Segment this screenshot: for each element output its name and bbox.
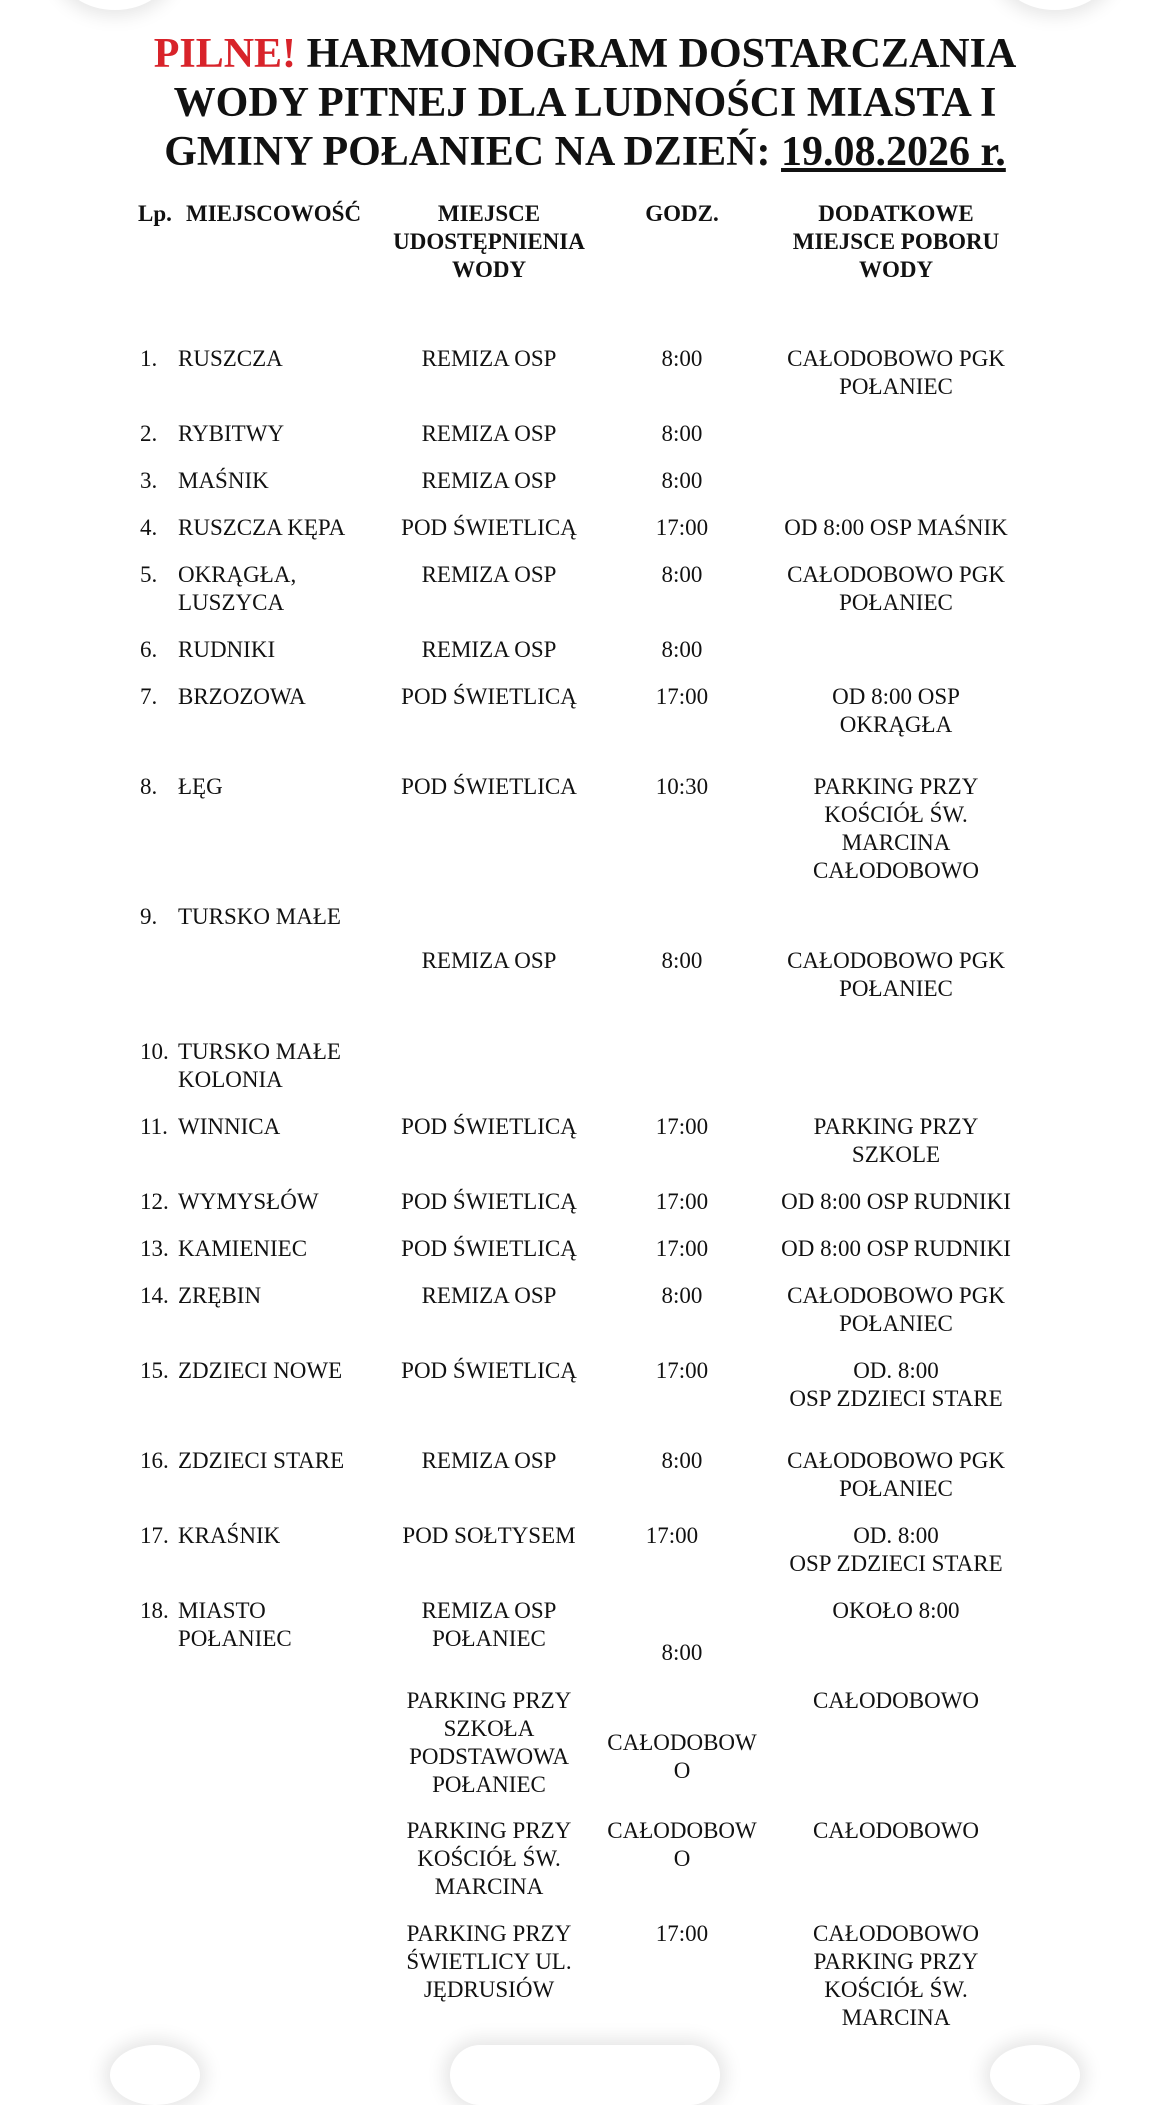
water-point: PARKING PRZY KOŚCIÓŁ ŚW. MARCINA	[406, 1818, 572, 1899]
locality-name: ZRĘBIN	[178, 1283, 262, 1308]
row-number: 18.	[140, 1598, 169, 1623]
locality-name: TURSKO MAŁE	[178, 904, 341, 929]
row-number: 7.	[140, 684, 158, 709]
header-place: MIEJSCE UDOSTĘPNIENIA WODY	[393, 201, 585, 282]
additional-point: CAŁODOBOWO PGK POŁANIEC	[787, 1283, 1005, 1336]
locality-name: MAŚNIK	[178, 468, 269, 493]
delivery-hour: 8:00	[661, 468, 703, 493]
water-point: POD ŚWIETLICĄ	[401, 1114, 577, 1139]
urgent-label: PILNE!	[153, 31, 297, 77]
row-number: 8.	[140, 774, 158, 799]
water-point: POD SOŁTYSEM	[402, 1523, 576, 1548]
additional-point: OD 8:00 OSP RUDNIKI	[781, 1236, 1011, 1261]
locality-name: RUSZCZA	[178, 346, 283, 371]
additional-point: CAŁODOBOWO PGK POŁANIEC	[787, 346, 1005, 399]
locality-name: RUSZCZA KĘPA	[178, 515, 346, 540]
delivery-hour: 17:00	[655, 1921, 709, 1946]
delivery-hour: 8:00	[661, 637, 703, 662]
delivery-hour: 8:00	[661, 948, 703, 973]
delivery-hour: 10:30	[655, 774, 709, 799]
additional-point: CAŁODOBOWO	[812, 1818, 980, 1843]
water-point: PARKING PRZY SZKOŁA PODSTAWOWA POŁANIEC	[406, 1688, 572, 1797]
delivery-hour: 17:00	[655, 684, 709, 709]
additional-point: OD. 8:00 OSP ZDZIECI STARE	[789, 1523, 1003, 1576]
row-number: 12.	[140, 1189, 169, 1214]
delivery-hour: 8:00	[661, 562, 703, 587]
water-point: POD ŚWIETLICĄ	[401, 1358, 577, 1383]
locality-name: KAMIENIEC	[178, 1236, 308, 1261]
delivery-hour: 17:00	[655, 515, 709, 540]
delivery-hour: 8:00	[661, 421, 703, 446]
additional-point: CAŁODOBOWO PARKING PRZY KOŚCIÓŁ ŚW. MARCINA	[812, 1921, 980, 2030]
header-hour: GODZ.	[645, 201, 719, 226]
delivery-hour: 17:00	[655, 1189, 709, 1214]
row-number: 6.	[140, 637, 158, 662]
delivery-hour: 17:00	[655, 1358, 709, 1383]
delivery-hour: CAŁODOBOW O	[607, 1818, 757, 1871]
additional-point: CAŁODOBOWO PGK POŁANIEC	[787, 1448, 1005, 1501]
header-extra: DODATKOWE MIEJSCE POBORU WODY	[792, 201, 1000, 282]
water-point: POD ŚWIETLICĄ	[401, 515, 577, 540]
row-number: 2.	[140, 421, 158, 446]
additional-point: OD. 8:00 OSP ZDZIECI STARE	[789, 1358, 1003, 1411]
water-point: REMIZA OSP	[421, 421, 557, 446]
water-point: REMIZA OSP	[421, 562, 557, 587]
title-line-2: WODY PITNEJ DLA LUDNOŚCI MIASTA I	[173, 80, 997, 126]
header-locality: MIEJSCOWOŚĆ	[186, 201, 362, 226]
decorative-circle	[1000, 0, 1110, 10]
row-number: 1.	[140, 346, 158, 371]
additional-point: OKOŁO 8:00	[832, 1598, 960, 1623]
decorative-circle	[60, 0, 170, 10]
locality-name: ZDZIECI STARE	[178, 1448, 345, 1473]
decorative-circle	[110, 2045, 200, 2105]
locality-name: WINNICA	[178, 1114, 281, 1139]
decorative-circle	[990, 2045, 1080, 2105]
water-point: PARKING PRZY ŚWIETLICY UL. JĘDRUSIÓW	[406, 1921, 572, 2002]
locality-name: TURSKO MAŁE KOLONIA	[178, 1039, 341, 1092]
delivery-hour: 8:00	[661, 346, 703, 371]
row-number: 5.	[140, 562, 158, 587]
row-number: 4.	[140, 515, 158, 540]
locality-name: WYMYSŁÓW	[178, 1189, 319, 1214]
title-line-1: PILNE! HARMONOGRAM DOSTARCZANIA	[153, 31, 1017, 77]
water-point: POD ŚWIETLICĄ	[401, 1189, 577, 1214]
water-point: REMIZA OSP POŁANIEC	[421, 1598, 557, 1651]
water-point: POD ŚWIETLICA	[401, 774, 577, 799]
row-number: 9.	[140, 904, 158, 929]
delivery-hour: 17:00	[655, 1114, 709, 1139]
locality-name: RUDNIKI	[178, 637, 276, 662]
water-point: REMIZA OSP	[421, 346, 557, 371]
delivery-hour: CAŁODOBOW O	[607, 1730, 757, 1783]
additional-point: CAŁODOBOWO PGK POŁANIEC	[787, 562, 1005, 615]
additional-point: PARKING PRZY SZKOLE	[813, 1114, 979, 1167]
additional-point: OD 8:00 OSP MAŚNIK	[784, 515, 1008, 540]
locality-name: OKRĄGŁA, LUSZYCA	[178, 562, 297, 615]
locality-name: ŁĘG	[178, 774, 223, 799]
water-point: REMIZA OSP	[421, 637, 557, 662]
additional-point: CAŁODOBOWO	[812, 1688, 980, 1713]
row-number: 11.	[140, 1114, 168, 1139]
delivery-hour: 8:00	[661, 1640, 703, 1665]
locality-name: ZDZIECI NOWE	[178, 1358, 343, 1383]
title-line-3: GMINY POŁANIEC NA DZIEŃ: 19.08.2026 r.	[164, 129, 1006, 175]
delivery-hour: 17:00	[645, 1523, 699, 1548]
water-point: REMIZA OSP	[421, 1448, 557, 1473]
document-title	[0, 30, 1170, 177]
locality-name: KRAŚNIK	[178, 1523, 281, 1548]
water-point: POD ŚWIETLICĄ	[401, 1236, 577, 1261]
schedule-date: 19.08.2026 r.	[781, 129, 1006, 175]
row-number: 3.	[140, 468, 158, 493]
delivery-hour: 8:00	[661, 1448, 703, 1473]
row-number: 13.	[140, 1236, 169, 1261]
water-point: POD ŚWIETLICĄ	[401, 684, 577, 709]
locality-name: BRZOZOWA	[178, 684, 306, 709]
water-point: REMIZA OSP	[421, 468, 557, 493]
locality-name: MIASTO POŁANIEC	[178, 1598, 292, 1651]
additional-point: OD 8:00 OSP RUDNIKI	[781, 1189, 1011, 1214]
water-point: REMIZA OSP	[421, 1283, 557, 1308]
water-point: REMIZA OSP	[421, 948, 557, 973]
row-number: 15.	[140, 1358, 169, 1383]
header-lp: Lp.	[138, 201, 172, 226]
row-number: 16.	[140, 1448, 169, 1473]
row-number: 10.	[140, 1039, 169, 1064]
row-number: 17.	[140, 1523, 169, 1548]
additional-point: PARKING PRZY KOŚCIÓŁ ŚW. MARCINA CAŁODOBOWO	[812, 774, 980, 883]
locality-name: RYBITWY	[178, 421, 285, 446]
row-number: 14.	[140, 1283, 169, 1308]
decorative-pill	[450, 2045, 720, 2105]
additional-point: CAŁODOBOWO PGK POŁANIEC	[787, 948, 1005, 1001]
delivery-hour: 8:00	[661, 1283, 703, 1308]
delivery-hour: 17:00	[655, 1236, 709, 1261]
additional-point: OD 8:00 OSP OKRĄGŁA	[832, 684, 960, 737]
